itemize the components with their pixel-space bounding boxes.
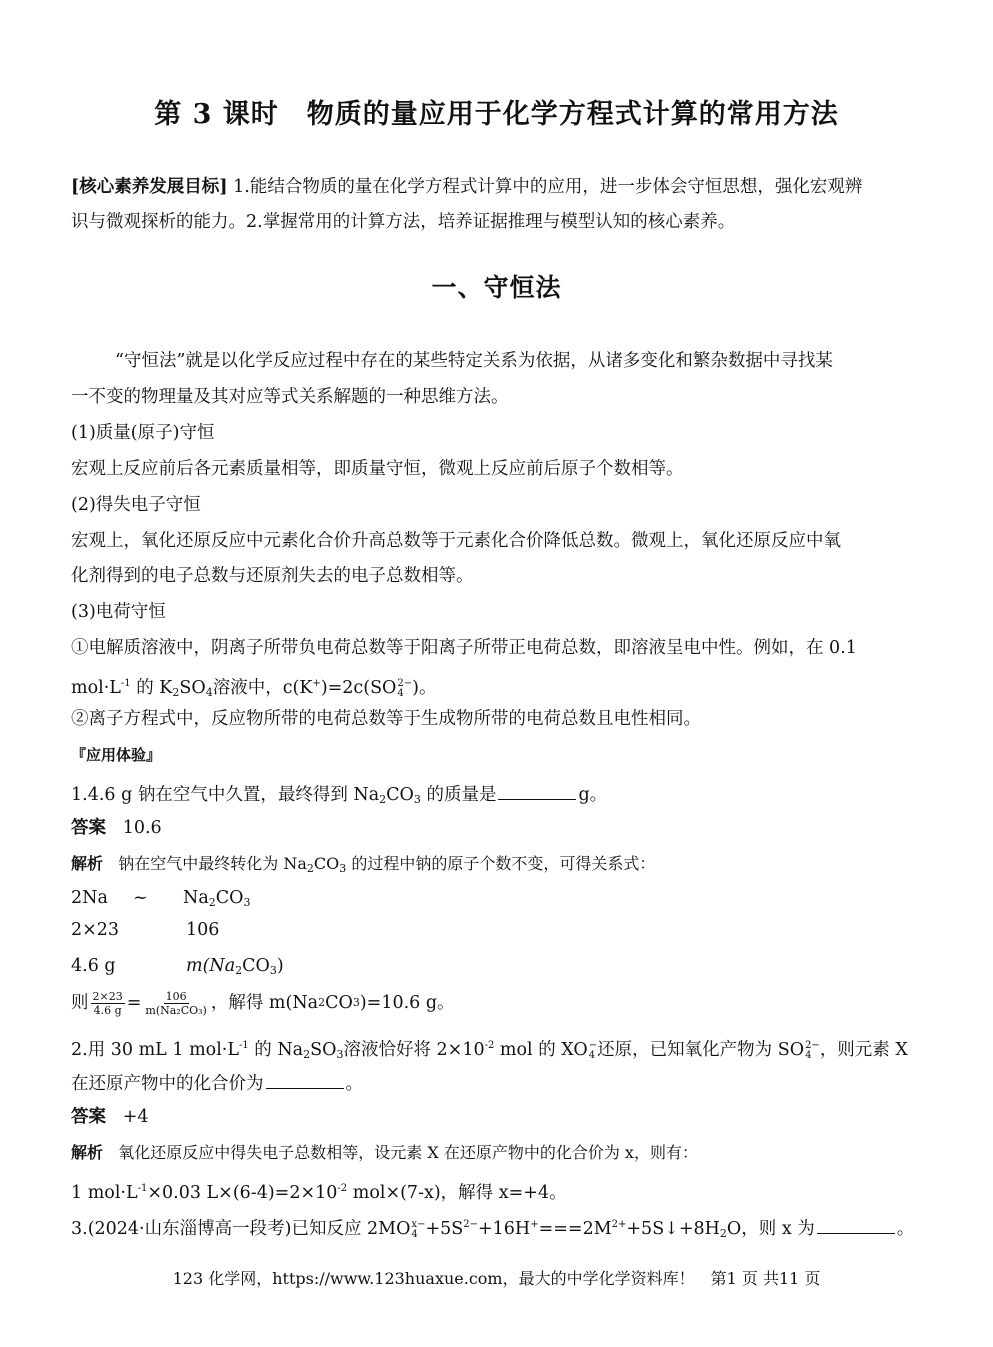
p1-text: 宏观上反应前后各元素质量相等，即质量守恒，微观上反应前后原子个数相等。 [71,459,684,479]
q1-relation-row-1: 2Na ~ $Na_2CO_3$ [71,888,251,909]
q1-question: 1.4.6 g 钠在空气中久置，最终得到 $Na_2CO_3$ 的质量是 g。 [71,781,607,812]
goals-line-1 [71,175,862,199]
q2-analysis: 解析 氧化还原反应中得失电子总数相等，设元素 X 在还原产物中的化合价为 x，则有： [71,1143,698,1162]
q1-relation-row-3: 4.6 g $m(Na_2CO_3)$ [71,956,284,977]
p3-line-2: $mol\cdot L^{-1}$ 的 $K_2SO_4$溶液中，c(K+)=2c(SO 2− 4 )。 [71,677,437,699]
goals-label: [核心素养发展目标] [71,177,228,197]
fraction-right: $\frac{106}{\text{m(Na₂CO₃)}}$ [145,989,207,1017]
q1-answer-blank [498,781,576,800]
q1-relation-row-2: 2×23 106 [71,920,220,940]
p2-line-2: 化剂得到的电子总数与还原剂失去的电子总数相等。 [71,566,474,586]
practice-label: 『应用体验』 [71,746,162,764]
intro-line-2: 一不变的物理量及其对应等式关系解题的一种思维方法。 [71,387,509,407]
q2-calculation: 1 $mol\cdot L^{-1}\times 0.03$ $L\times(6-4)=2\times 10^{-2}$ mol×(7-x)，解得 x=+4。 [71,1183,567,1203]
page-title: 第 3 课时 物质的量应用于化学方程式计算的常用方法 [154,99,839,130]
page-footer: 123 化学网，https://www.123huaxue.com，最大的中学化学资料库！ 第1 页 共11 页 [172,1269,821,1288]
p1-heading: (1)质量(原子)守恒 [71,423,215,443]
q2-answer-blank [266,1070,344,1089]
intro-line-1: “守恒法”就是以化学反应过程中存在的某些特定关系为依据，从诸多变化和繁杂数据中寻找某 [115,351,833,371]
p3-heading: (3)电荷守恒 [71,602,166,622]
section-heading: 一、守恒法 [431,273,562,302]
q1-equation: 则 $\frac{2\times 23}{4.6 g}$ = $\frac{106}{\text{m(Na₂CO₃)}}$ ，解得 m(Na 2 CO 3 )=10.6 g。 [71,989,455,1017]
q3-answer-blank [817,1215,895,1234]
fraction-left: $\frac{2\times 23}{4.6 g}$ [92,989,123,1017]
q2-line-1: 2.用 30 mL 1 $mol\cdot L^{-1}$ 的 $Na_2SO_3$溶液恰好将 $2\times 10^{-2}$ mol 的 XO − 4 还原，已知氧化产物为 SO 2− 4 ，则元素 X [71,1039,908,1061]
p2-heading: (2)得失电子守恒 [71,495,201,515]
p3-line-3: ②离子方程式中，反应物所带的电荷总数等于生成物所带的电荷总数且电性相同。 [71,709,701,729]
goals-text-1: 1.能结合物质的量在化学方程式计算中的应用，进一步体会守恒思想，强化宏观辨 [233,177,863,197]
goals-line-2: 识与微观探析的能力。2.掌握常用的计算方法，培养证据推理与模型认知的核心素养。 [71,212,736,232]
q2-line-2: 在还原产物中的化合价为 。 [71,1070,363,1096]
p3-line-1: ①电解质溶液中，阴离子所带负电荷总数等于阳离子所带正电荷总数，即溶液呈电中性。例如，在 0.1 [71,638,857,658]
q3-question: 3.(2024·山东淄博高一段考)已知反应 2MO x− 4 $+5S^{2-}+16H^+===2M^{2+}+5S↓+8H_2O$，则 x 为 。 [71,1213,914,1246]
q2-answer: 答案 +4 [71,1107,149,1127]
q1-analysis: 解析 钠在空气中最终转化为 $Na_2CO_3$ 的过程中钠的原子个数不变，可得关系式： [71,854,656,875]
p2-line-1: 宏观上，氧化还原反应中元素化合价升高总数等于元素化合价降低总数。微观上，氧化还原反应中氧 [71,531,841,551]
q1-answer: 答案 10.6 [71,818,162,838]
